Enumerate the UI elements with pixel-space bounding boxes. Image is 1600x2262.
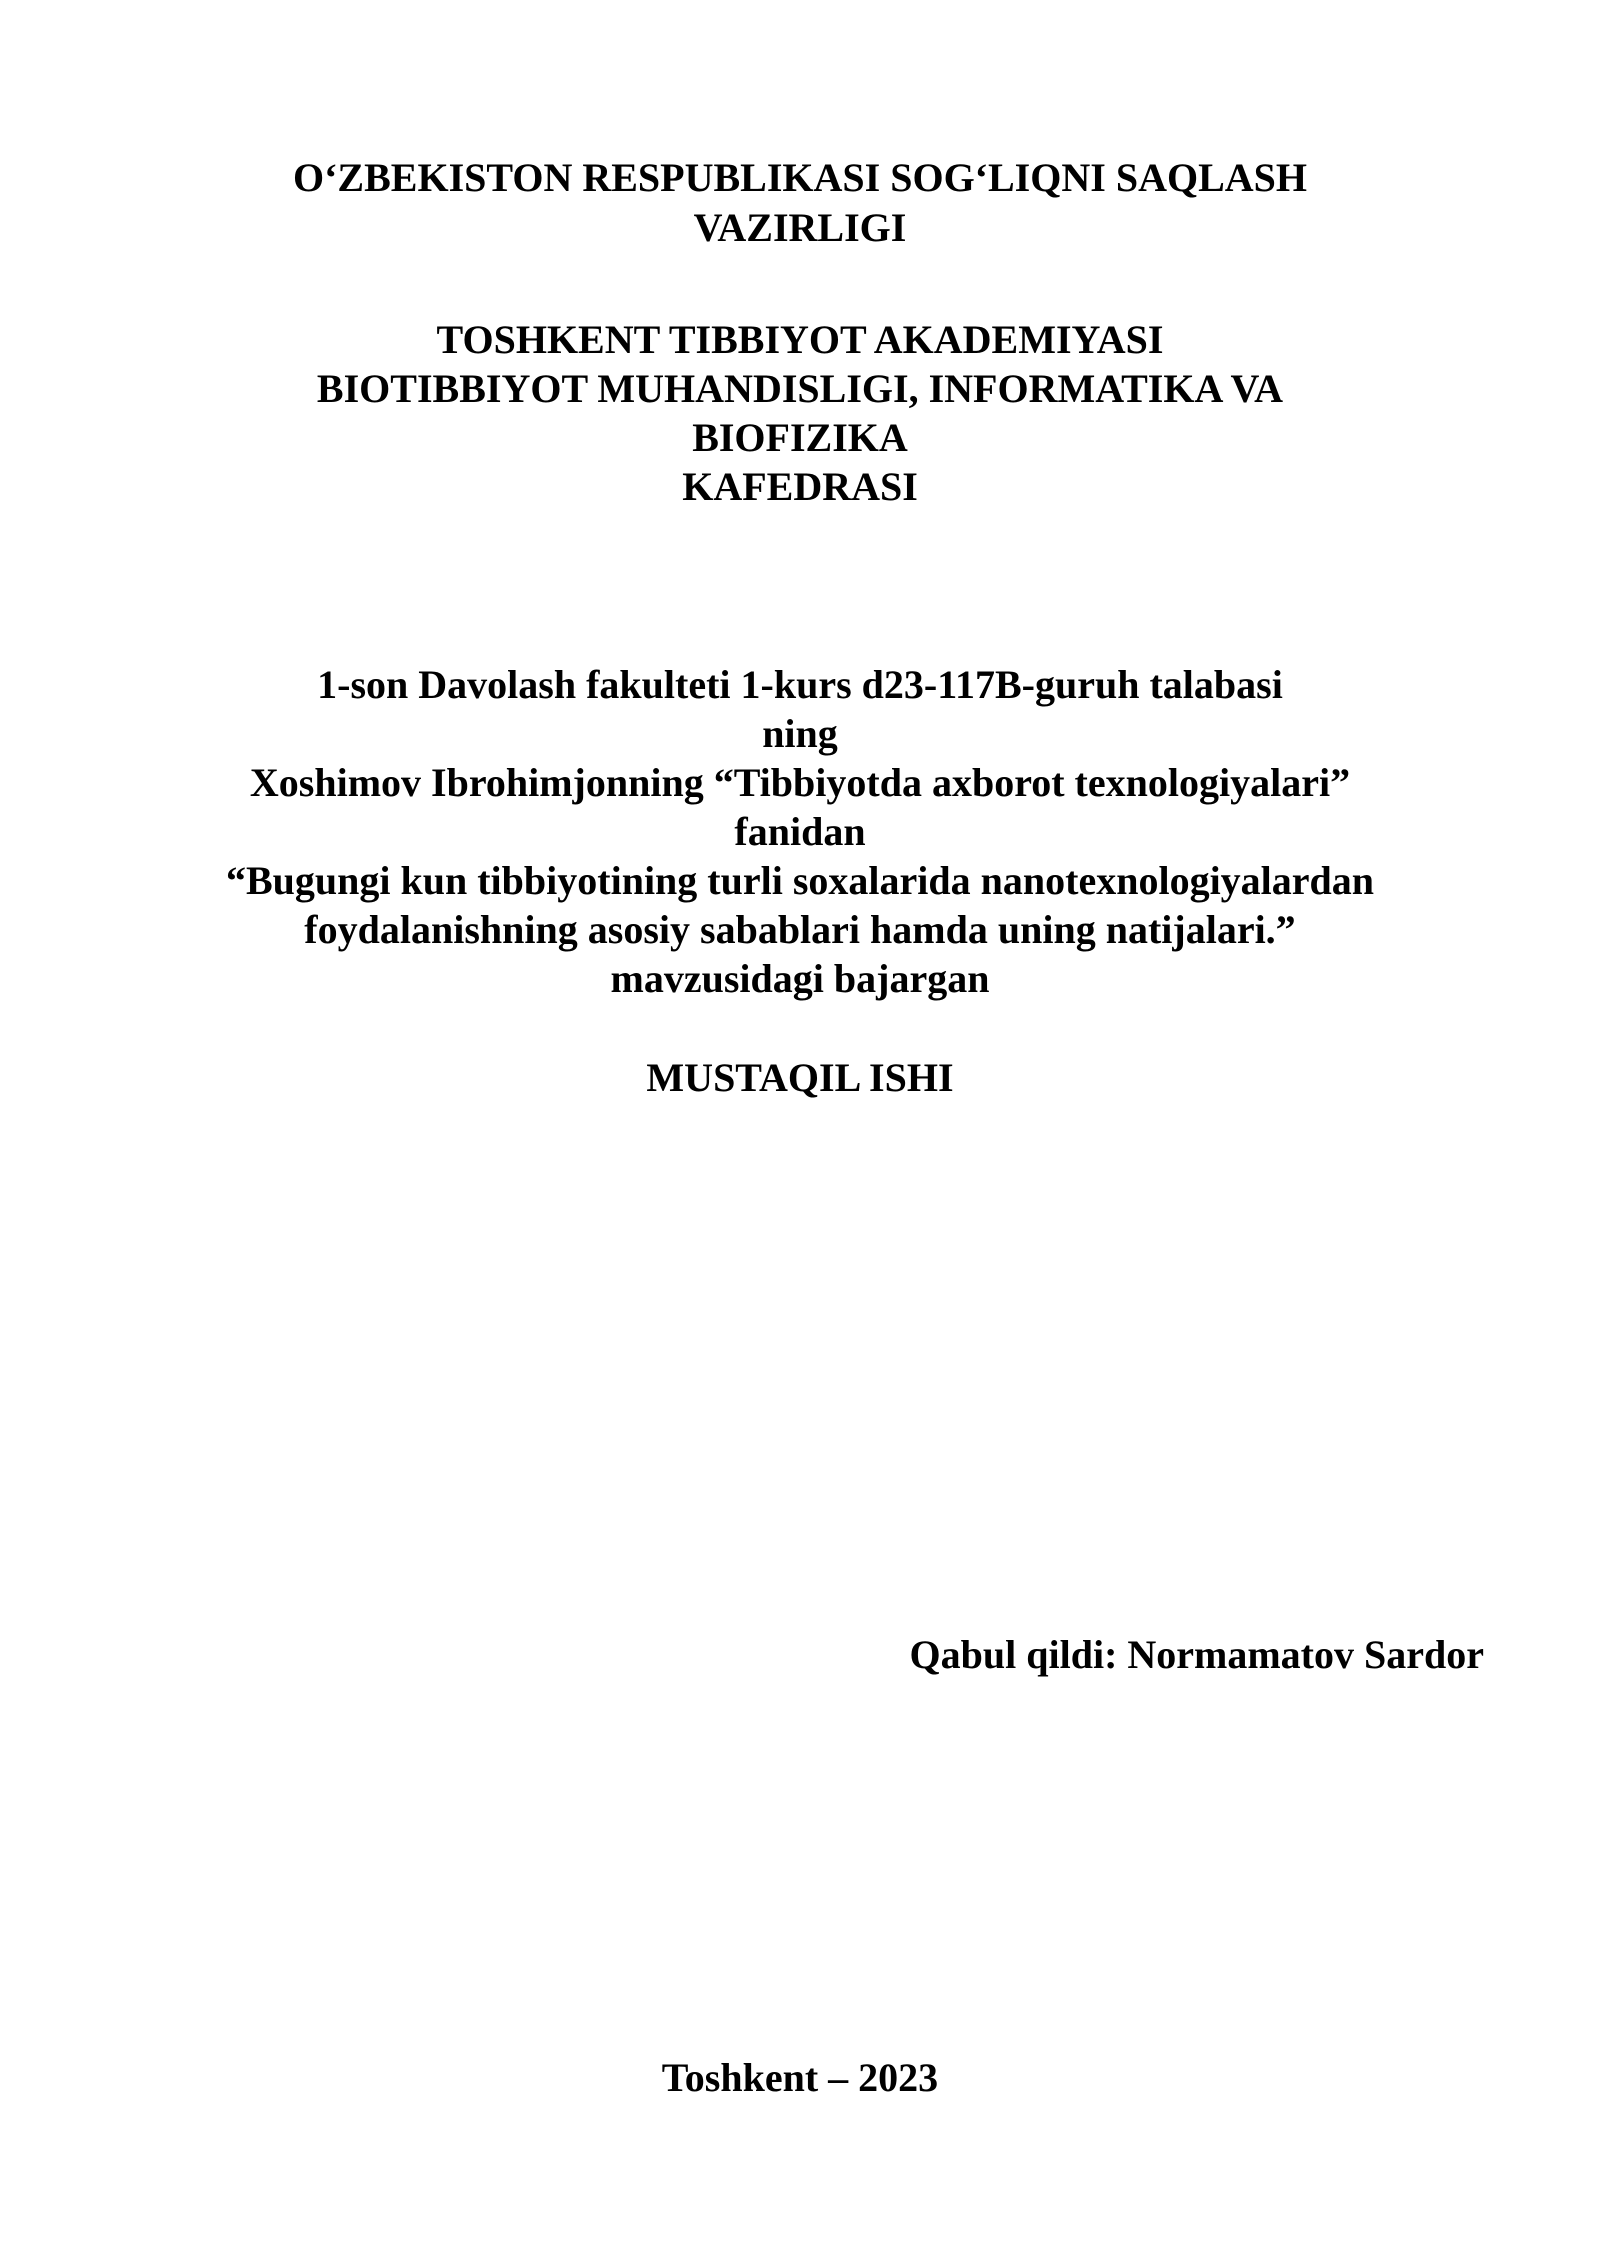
ministry-line-1: O‘ZBEKISTON RESPUBLIKASI SOG‘LIQNI SAQLASH [292, 155, 1307, 200]
student-info-line-2: ning [762, 711, 838, 756]
student-info-line-5: “Bugungi kun tibbiyotining turli soxalarida nanotexnologiyalardan [225, 858, 1375, 903]
student-info-line-7: mavzusidagi bajargan [610, 956, 990, 1001]
accepted-by: Qabul qildi: Normamatov Sardor [909, 1632, 1484, 1677]
academy-line-4: KAFEDRASI [682, 464, 918, 509]
academy-line-2: BIOTIBBIYOT MUHANDISLIGI, INFORMATIKA VA [316, 366, 1284, 411]
student-info-line-1: 1-son Davolash fakulteti 1-kurs d23-117B-guruh talabasi [317, 662, 1283, 707]
student-info-line-4: fanidan [734, 809, 866, 854]
academy-line-1: TOSHKENT TIBBIYOT AKADEMIYASI [436, 317, 1164, 362]
ministry-line-2: VAZIRLIGI [693, 205, 907, 250]
student-info-line-3: Xoshimov Ibrohimjonning “Tibbiyotda axborot texnologiyalari” [249, 760, 1351, 805]
student-info-line-6: foydalanishning asosiy sabablari hamda uning natijalari.” [304, 907, 1296, 952]
city-year-footer: Toshkent – 2023 [661, 2055, 939, 2100]
academy-line-3: BIOFIZIKA [692, 415, 908, 460]
work-type-title: MUSTAQIL ISHI [646, 1055, 954, 1100]
